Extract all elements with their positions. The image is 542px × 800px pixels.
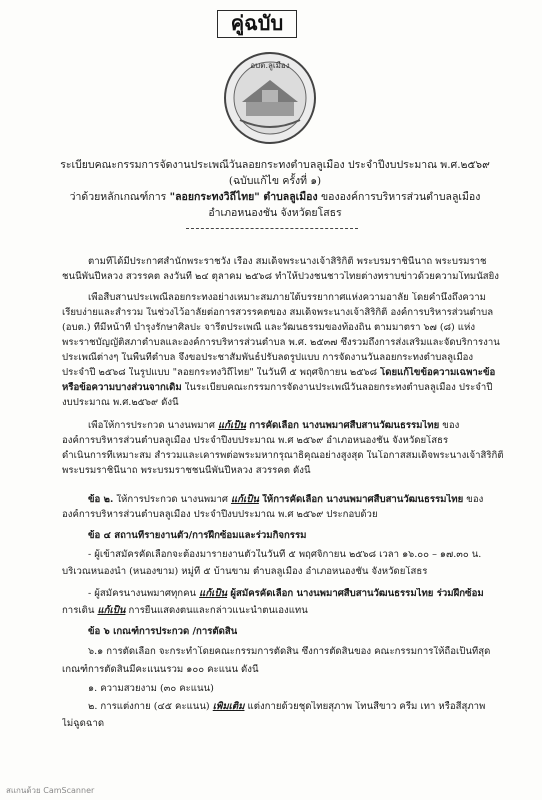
paragraph-3-line-2: องค์การบริหารส่วนตำบลลูเมือง ประจำปีงบประมาณ พ.ศ ๒๕๖๙ อำเภอหนองชัน จังหวัดยโสธร [62, 435, 449, 446]
clause-2-line-1: ข้อ ๒. ให้การประกวด นางนพมาศ แก้เป็น ให้การคัดเลือก นางนพมาศสืบสานวัฒนธรรมไทย ของ [88, 494, 484, 505]
clause-6-line-1: ๖.๑ การตัดเลือก จะกระทำโดยคณะกรรมการตัดสิน ซึ่งการตัดสินของ คณะกรรมการให้ถือเป็นที่สุด [88, 646, 491, 657]
paragraph-3-line-1: เพื่อให้การประกวด นางนพมาศ แก้เป็น การคัดเลือก นางนพมาศสืบสานวัฒนธรรมไทย ของ [88, 420, 460, 431]
organization-seal-icon [222, 50, 318, 146]
clause-6-line-2: เกณฑ์การตัดสินมีคะแนนรวม ๑๐๐ คะแนน ดังนี้ [62, 664, 259, 675]
clause-6-heading: ข้อ ๖ เกณฑ์การประกวด /การตัดสิน [88, 626, 238, 637]
paragraph-2-line-5: ประเพณีต่างๆ ในพื้นที่ตำบล จึงขอประชาสัมพันธ์ปรับลดรูปแบบ การจัดงานวันลอยกระทงตำบลลูเมือง [62, 352, 474, 363]
seal-text: อบต.ลูเมือง [250, 61, 290, 70]
paragraph-2-line-7: หรือข้อความบางส่วนจากเดิม ในระเบียบคณะกรรมการจัดงานประเพณีวันลอยกระทงตำบลลูเมือง ประจำปี [62, 382, 493, 393]
clause-6-line-5: ไม่ฉูดฉาด [62, 718, 105, 729]
clause-4-line-1: - ผู้เข้าสมัครคัดเลือกจะต้องมารายงานตัวในวันที่ ๕ พฤศจิกายน ๒๕๖๘ เวลา ๑๖.๐๐ – ๑๗.๓๐ น. [88, 549, 482, 560]
paragraph-2-line-6: ประจำปี ๒๕๖๘ ในรูปแบบ "ลอยกระทงวิถีไทย" ในวันที่ ๕ พฤศจิกายน ๒๕๖๘ โดยแก้ไขข้อความเฉพาะข้อ [62, 367, 496, 378]
clause-2-line-2: องค์การบริหารส่วนตำบลลูเมือง ประจำปีงบประมาณ พ.ศ ๒๕๖๙ ประกอบด้วย [62, 509, 378, 520]
clause-4-line-2: บริเวณหนองน้ำ (หนองขาม) หมู่ที่ ๕ บ้านขาม ตำบลลูเมือง อำเภอหนองชัน จังหวัดยโสธร [62, 566, 428, 577]
paragraph-2-line-4: พระราชบัญญัติสภาตำบลและองค์การบริหารส่วนตำบล พ.ศ. ๒๕๓๗ ซึ่งรวมถึงการส่งเสริมและจัดบริการงาน [62, 337, 500, 348]
paragraph-3-line-4: พระบรมราชินีนาถ พระบรมราชชนนีพันปีหลวง สวรรคต ดังนี้ [62, 465, 311, 476]
paragraph-2-line-3: (อบต.) ที่มีหน้าที่ บำรุงรักษาศิลปะ จารีตประเพณี และวัฒนธรรมของท้องถิ่น ตามมาตรา ๖๗ (๘) แห่ง [62, 322, 476, 333]
paragraph-1-line-2: ชนนีพันปีหลวง สวรรคต ลงวันที่ ๒๔ ตุลาคม ๒๕๖๘ ทำให้ปวงชนชาวไทยต่างทราบข่าวด้วยความโทมนัสยิ่ง [62, 271, 499, 282]
paragraph-2-line-1: เพื่อสืบสานประเพณีลอยกระทงอย่างเหมาะสมภายใต้บรรยากาศแห่งความอาลัย โดยคำนึงถึงความ [88, 292, 486, 303]
clause-4-heading: ข้อ ๔ สถานที่รายงานตัว/การฝึกซ้อมและร่วมกิจกรรม [88, 530, 307, 541]
title-line-2: (ฉบับแก้ไข ครั้งที่ ๑) [228, 175, 322, 187]
paragraph-1-line-1: ตามที่ได้มีประกาศสำนักพระราชวัง เรื่อง สมเด็จพระนางเจ้าสิริกิติ์ พระบรมราชินีนาถ พระบรมราช [88, 256, 487, 267]
title-line-4: อำเภอหนองชัน จังหวัดยโสธร [208, 207, 342, 219]
title-line-1: ระเบียบคณะกรรมการจัดงานประเพณีวันลอยกระทงตำบลลูเมือง ประจำปีงบประมาณ พ.ศ.๒๕๖๙ [60, 159, 490, 171]
paragraph-3-line-3: ดำเนินการที่เหมาะสม สำรวมและเคารพต่อพระมหากรุณาธิคุณอย่างสูงสุด ในโอกาสสมเด็จพระนางเจ้าสิริกิติ์ [62, 450, 504, 461]
scanner-watermark: สแกนด้วย CamScanner [6, 786, 95, 795]
copy-stamp: คู่ฉบับ [217, 10, 297, 38]
paragraph-2-line-2: เรียบง่ายและสำรวม ในช่วงไว้อาลัยต่อการสวรรคตของ สมเด็จพระนางเจ้าสิริกิติ์ องค์การบริหารส่วนตำบล [62, 307, 494, 318]
clause-6-line-4: ๒. การแต่งกาย (๔๕ คะแนน) เพิ่มเติม แต่งกายด้วยชุดไทยสุภาพ โทนสีขาว ครีม เทา หรือสีสุภาพ [88, 701, 486, 712]
title-divider [186, 228, 358, 229]
clause-4-line-3: - ผู้สมัครนางนพมาศทุกคน แก้เป็น ผู้สมัครคัดเลือก นางนพมาศสืบสานวัฒนธรรมไทย ร่วมฝึกซ้อม [88, 588, 484, 599]
title-line-3: ว่าด้วยหลักเกณฑ์การ "ลอยกระทงวิถีไทย" ตำบลลูเมือง ขององค์การบริหารส่วนตำบลลูเมือง [69, 191, 481, 203]
clause-4-line-4: การเดิน แก้เป็น การยืนแสดงตนและกล่าวแนะนำตนเองแทน [62, 605, 308, 616]
paragraph-2-line-8: งบประมาณ พ.ศ.๒๕๖๙ ดังนี้ [62, 397, 179, 408]
clause-6-line-3: ๑. ความสวยงาม (๓๐ คะแนน) [88, 683, 214, 694]
